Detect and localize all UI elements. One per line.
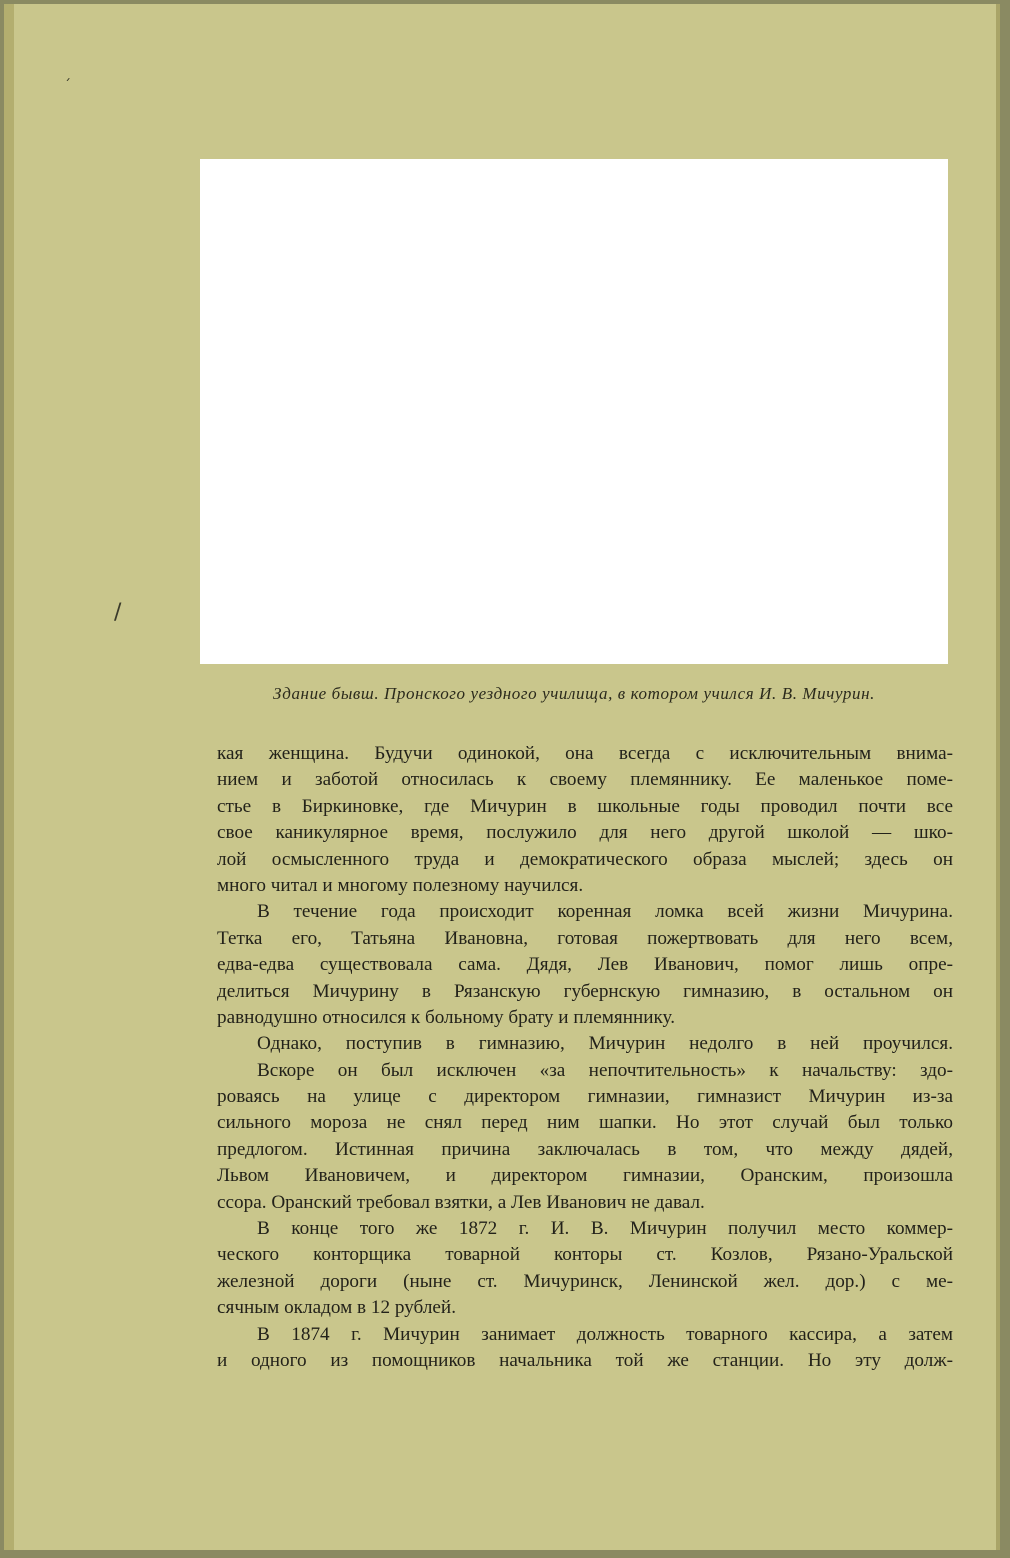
text-line: равнодушно относился к больному брату и племяннику.: [217, 1006, 676, 1028]
book-page: [4, 4, 1000, 1550]
photo-placeholder: [200, 159, 948, 664]
text-line: Львом Ивановичем, и директором гимназии, Оранским, произошла: [217, 1165, 953, 1187]
body-text: [217, 741, 953, 1374]
text-line: железной дороги (ныне ст. Мичуринск, Ленинской жел. дор.) с ме-: [217, 1270, 953, 1292]
text-line: В 1874 г. Мичурин занимает должность товарного кассира, а затем: [257, 1323, 953, 1345]
text-line: много читал и многому полезному научился.: [217, 874, 584, 896]
photo-caption: Здание бывш. Пронского уездного училища, в котором учился И. В. Мичурин.: [273, 684, 875, 703]
text-line: сильного мороза не снял перед ним шапки. Но этот случай был только: [217, 1112, 953, 1134]
text-line: Вскоре он был исключен «за непочтительность» к начальству: здо-: [257, 1059, 953, 1081]
text-line: сячным окладом в 12 рублей.: [217, 1297, 456, 1319]
text-line: кая женщина. Будучи одинокой, она всегда с исключительным внима-: [217, 743, 953, 764]
text-line: Тетка его, Татьяна Ивановна, готовая пожертвовать для него всем,: [217, 927, 953, 949]
text-line: свое каникулярное время, послужило для него другой школой — шко-: [217, 822, 953, 844]
text-line: В течение года происходит коренная ломка всей жизни Мичурина.: [257, 901, 953, 923]
text-line: ческого конторщика товарной конторы ст. Козлов, Рязано-Уральской: [217, 1244, 953, 1266]
text-line: стье в Биркиновке, где Мичурин в школьные годы проводил почти все: [217, 795, 953, 817]
text-line: Однако, поступив в гимназию, Мичурин недолго в ней проучился.: [257, 1033, 953, 1055]
text-line: лой осмысленного труда и демократического образа мыслей; здесь он: [217, 848, 953, 870]
text-line: предлогом. Истинная причина заключалась в том, что между дядей,: [217, 1138, 953, 1160]
pencil-tick: ´: [64, 78, 71, 94]
text-line: едва-едва существовала сама. Дядя, Лев Иванович, помог лишь опре-: [217, 954, 953, 976]
text-line: нием и заботой относилась к своему племяннику. Ее маленькое поме-: [217, 769, 953, 791]
text-line: и одного из помощников начальника той же станции. Но эту долж-: [217, 1349, 953, 1371]
text-line: В конце того же 1872 г. И. В. Мичурин получил место коммер-: [257, 1218, 953, 1240]
text-line: делиться Мичурину в Рязанскую губернскую гимназию, в остальном он: [217, 980, 953, 1002]
text-line: роваясь на улице с директором гимназии, гимназист Мичурин из-за: [217, 1086, 953, 1108]
pencil-mark: /: [114, 600, 122, 625]
text-line: ссора. Оранский требовал взятки, а Лев Иванович не давал.: [217, 1191, 705, 1213]
